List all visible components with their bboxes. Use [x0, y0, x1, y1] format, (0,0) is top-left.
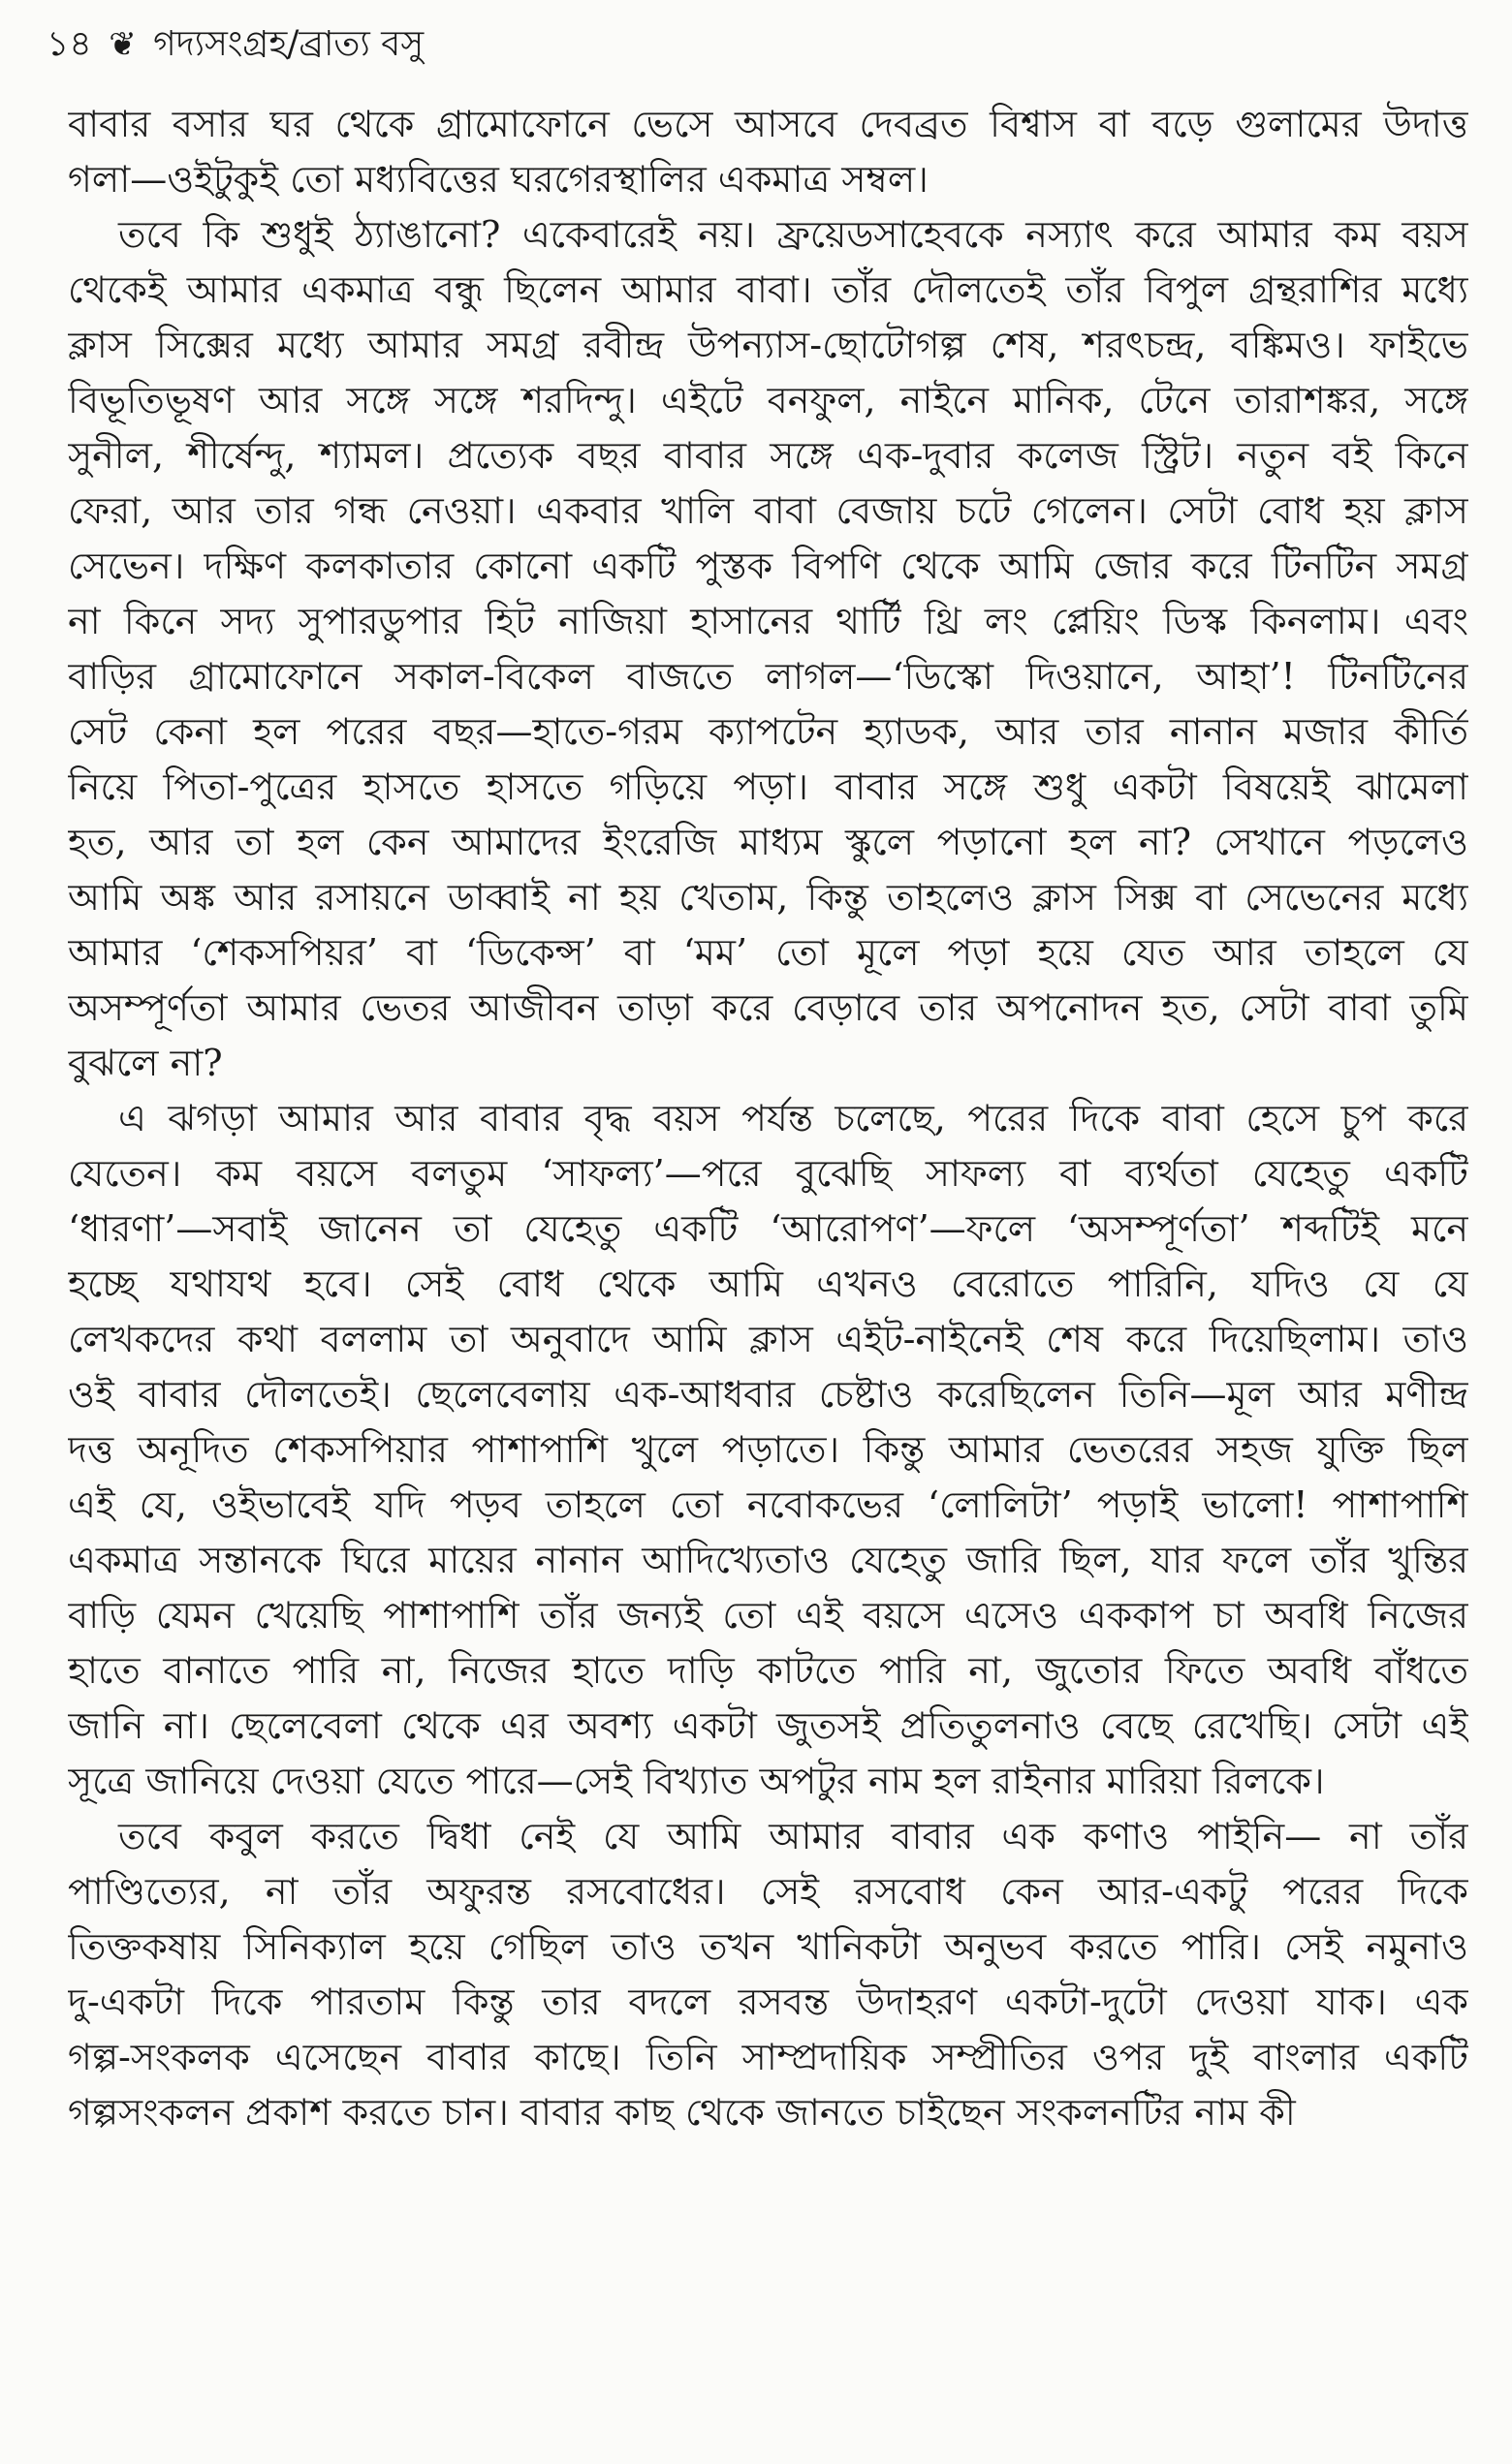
- text-line: থেকেই আমার একমাত্র বন্ধু ছিলেন আমার বাবা। তাঁর দৌলতেই তাঁর বিপুল গ্রন্থরাশির মধ্যে: [68, 268, 1468, 311]
- text-line: গল্পসংকলন প্রকাশ করতে চান। বাবার কাছ থেকে জানতে চাইছেন সংকলনটির নাম কী: [68, 2091, 1296, 2134]
- text-line: অসম্পূর্ণতা আমার ভেতর আজীবন তাড়া করে বেড়াবে তার অপনোদন হত, সেটা বাবা তুমি: [68, 986, 1468, 1029]
- body-text: [68, 97, 1468, 2140]
- text-line: তিক্তকষায় সিনিক্যাল হয়ে গেছিল তাও তখন খানিকটা অনুভব করতে পারি। সেই নমুনাও: [68, 1925, 1468, 1968]
- text-line: তবে কি শুধুই ঠ্যাঙানো? একেবারেই নয়। ফ্রয়েডসাহেবকে নস্যাৎ করে আমার কম বয়স: [118, 213, 1468, 256]
- text-line: হচ্ছে যথাযথ হবে। সেই বোধ থেকে আমি এখনও বেরোতে পারিনি, যদিও যে যে: [68, 1263, 1468, 1305]
- text-line: বাড়ি যেমন খেয়েছি পাশাপাশি তাঁর জন্যই তো এই বয়সে এসেও এককাপ চা অবধি নিজের: [68, 1594, 1468, 1637]
- paragraph: [68, 1809, 1468, 2140]
- text-line: ওই বাবার দৌলতেই। ছেলেবেলায় এক-আধবার চেষ্টাও করেছিলেন তিনি—মূল আর মণীন্দ্র: [68, 1373, 1468, 1416]
- text-line: তবে কবুল করতে দ্বিধা নেই যে আমি আমার বাবার এক কণাও পাইনি— না তাঁর: [118, 1815, 1468, 1857]
- text-line: আমি অঙ্ক আর রসায়নে ডাব্বাই না হয় খেতাম, কিন্তু তাহলেও ক্লাস সিক্স বা সেভেনের মধ্যে: [68, 876, 1468, 919]
- text-line: নিয়ে পিতা-পুত্রের হাসতে হাসতে গড়িয়ে পড়া। বাবার সঙ্গে শুধু একটা বিষয়েই ঝামেলা: [68, 765, 1468, 808]
- text-line: আমার ‘শেকসপিয়র’ বা ‘ডিকেন্স’ বা ‘মম’ তো মূলে পড়া হয়ে যেত আর তাহলে যে: [68, 931, 1468, 974]
- text-line: না কিনে সদ্য সুপারডুপার হিট নাজিয়া হাসানের থার্টি থ্রি লং প্লেয়িং ডিস্ক কিনলাম। এবং: [68, 600, 1468, 642]
- text-line: সেভেন। দক্ষিণ কলকাতার কোনো একটি পুস্তক বিপণি থেকে আমি জোর করে টিনটিন সমগ্র: [68, 545, 1468, 587]
- text-line: ক্লাস সিক্সের মধ্যে আমার সমগ্র রবীন্দ্র উপন্যাস-ছোটোগল্প শেষ, শরৎচন্দ্র, বঙ্কিমও। ফাইভে: [68, 324, 1468, 366]
- text-line: হত, আর তা হল কেন আমাদের ইংরেজি মাধ্যম স্কুলে পড়ানো হল না? সেখানে পড়লেও: [68, 821, 1468, 863]
- text-line: গলা—ওইটুকুই তো মধ্যবিত্তের ঘরগেরস্থালির একমাত্র সম্বল।: [68, 158, 929, 201]
- text-line: ফেরা, আর তার গন্ধ নেওয়া। একবার খালি বাবা বেজায় চটে গেলেন। সেটা বোধ হয় ক্লাস: [68, 489, 1468, 532]
- text-line: সুনীল, শীর্ষেন্দু, শ্যামল। প্রত্যেক বছর বাবার সঙ্গে এক-দুবার কলেজ স্ট্রিট। নতুন বই কিনে: [68, 434, 1468, 477]
- ornament-icon: ❦: [109, 25, 137, 64]
- text-line: হাতে বানাতে পারি না, নিজের হাতে দাড়ি কাটতে পারি না, জুতোর ফিতে অবধি বাঁধতে: [68, 1649, 1468, 1692]
- book-title: গদ্যসংগ্রহ/ব্রাত্য বসু: [153, 24, 425, 64]
- text-line: বাড়ির গ্রামোফোনে সকাল-বিকেল বাজতে লাগল—‘ডিস্কো দিওয়ানে, আহা’! টিনটিনের: [68, 655, 1468, 698]
- paragraph: [68, 207, 1468, 1091]
- text-line: দত্ত অনূদিত শেকসপিয়ার পাশাপাশি খুলে পড়াতে। কিন্তু আমার ভেতরের সহজ যুক্তি ছিল: [68, 1428, 1468, 1471]
- paragraph: [68, 1091, 1468, 1809]
- text-line: বিভূতিভূষণ আর সঙ্গে সঙ্গে শরদিন্দু। এইটে বনফুল, নাইনে মানিক, টেনে তারাশঙ্কর, সঙ্গে: [68, 379, 1468, 421]
- text-line: বুঝলে না?: [68, 1042, 223, 1084]
- text-line: দু-একটা দিকে পারতাম কিন্তু তার বদলে রসবন্ত উদাহরণ একটা-দুটো দেওয়া যাক। এক: [68, 1981, 1468, 2023]
- page-number: ১৪: [47, 24, 92, 64]
- text-line: এই যে, ওইভাবেই যদি পড়ব তাহলে তো নবোকভের ‘লোলিটা’ পড়াই ভালো! পাশাপাশি: [68, 1483, 1468, 1526]
- text-line: পাণ্ডিত্যের, না তাঁর অফুরন্ত রসবোধের। সেই রসবোধ কেন আর-একটু পরের দিকে: [68, 1870, 1468, 1913]
- text-line: গল্প-সংকলক এসেছেন বাবার কাছে। তিনি সাম্প্রদায়িক সম্প্রীতির ওপর দুই বাংলার একটি: [68, 2036, 1468, 2078]
- text-line: এ ঝগড়া আমার আর বাবার বৃদ্ধ বয়স পর্যন্ত চলেছে, পরের দিকে বাবা হেসে চুপ করে: [118, 1097, 1468, 1139]
- running-head: [47, 21, 424, 68]
- text-line: সেট কেনা হল পরের বছর—হাতে-গরম ক্যাপটেন হ্যাডক, আর তার নানান মজার কীর্তি: [68, 710, 1468, 753]
- text-line: যেতেন। কম বয়সে বলতুম ‘সাফল্য’—পরে বুঝেছি সাফল্য বা ব্যর্থতা যেহেতু একটি: [68, 1152, 1468, 1195]
- paragraph: [68, 97, 1468, 207]
- text-line: ‘ধারণা’—সবাই জানেন তা যেহেতু একটি ‘আরোপণ’—ফলে ‘অসম্পূর্ণতা’ শব্দটিই মনে: [68, 1207, 1468, 1250]
- text-line: সূত্রে জানিয়ে দেওয়া যেতে পারে—সেই বিখ্যাত অপটুর নাম হল রাইনার মারিয়া রিলকে।: [68, 1760, 1325, 1802]
- text-line: বাবার বসার ঘর থেকে গ্রামোফোনে ভেসে আসবে দেবব্রত বিশ্বাস বা বড়ে গুলামের উদাত্ত: [68, 103, 1468, 145]
- text-line: জানি না। ছেলেবেলা থেকে এর অবশ্য একটা জুতসই প্রতিতুলনাও বেছে রেখেছি। সেটা এই: [68, 1704, 1468, 1747]
- text-line: লেখকদের কথা বললাম তা অনুবাদে আমি ক্লাস এইট-নাইনেই শেষ করে দিয়েছিলাম। তাও: [68, 1318, 1468, 1360]
- text-line: একমাত্র সন্তানকে ঘিরে মায়ের নানান আদিখ্যেতাও যেহেতু জারি ছিল, যার ফলে তাঁর খুন্তির: [68, 1539, 1468, 1581]
